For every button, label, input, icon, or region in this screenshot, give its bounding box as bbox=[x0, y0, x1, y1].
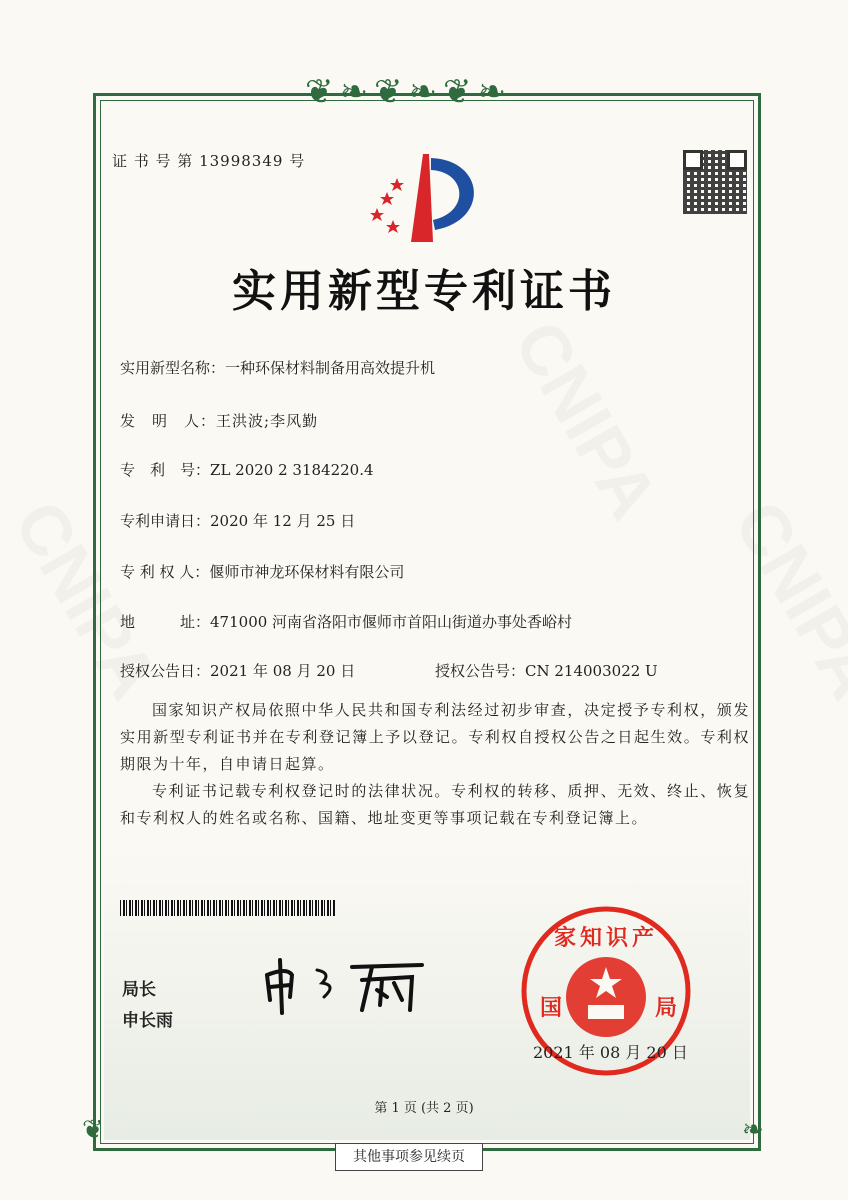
svg-text:局: 局 bbox=[655, 996, 678, 1021]
field-value: CN 214003022 U bbox=[525, 662, 658, 680]
field-value: 2021 年 08 月 20 日 bbox=[210, 662, 356, 680]
paragraph: 专利证书记载专利权登记时的法律状况。专利权的转移、质押、无效、终止、恢复和专利权人的姓名或名称、国籍、地址变更等事项记载在专利登记簿上。 bbox=[120, 782, 750, 827]
field-patent-number bbox=[120, 459, 374, 480]
field-label: 授权公告日： bbox=[120, 662, 211, 680]
director-title: 局长 bbox=[122, 980, 156, 1000]
ornament-corner: ❦ bbox=[82, 1115, 104, 1145]
seal-date: 2021 年 08 月 20 日 bbox=[533, 1043, 688, 1062]
paragraph: 国家知识产权局依照中华人民共和国专利法经过初步审查，决定授予专利权，颁发实用新型专利证书并在专利登记簿上予以登记。专利权自授权公告之日起生效。专利权期限为十年，自申请日起算。 bbox=[120, 701, 750, 773]
field-utility-name bbox=[120, 357, 435, 378]
logo-star bbox=[380, 192, 394, 205]
logo-red-spike bbox=[411, 154, 433, 242]
ornament-corner: ❧ bbox=[742, 1115, 764, 1145]
field-label: 实用新型名称： bbox=[120, 359, 226, 377]
field-label: 专利申请日： bbox=[120, 512, 211, 530]
field-label: 发 明 人： bbox=[120, 412, 217, 430]
qr-code bbox=[683, 150, 747, 214]
field-value: 王洪波;李风勤 bbox=[216, 412, 319, 430]
page-title: 实用新型专利证书 bbox=[232, 266, 616, 317]
field-label: 专 利 号： bbox=[120, 461, 211, 479]
barcode bbox=[120, 900, 335, 916]
field-application-date bbox=[120, 510, 355, 531]
field-value: 2020 年 12 月 25 日 bbox=[210, 512, 356, 530]
field-inventors bbox=[120, 410, 318, 431]
director-name: 申长雨 bbox=[122, 1011, 173, 1031]
field-announcement-number bbox=[435, 660, 658, 681]
field-value: ZL 2020 2 3184220.4 bbox=[210, 461, 374, 479]
field-label: 授权公告号： bbox=[435, 662, 526, 680]
certificate-number: 证 书 号 第 13998349 号 bbox=[112, 152, 306, 170]
logo-blue-p bbox=[431, 158, 474, 230]
field-address bbox=[120, 611, 572, 632]
signature bbox=[262, 955, 437, 1015]
continued-note: 其他事项参见续页 bbox=[335, 1143, 483, 1171]
field-label: 专 利 权 人： bbox=[120, 563, 210, 581]
logo-star bbox=[386, 220, 400, 233]
logo-star bbox=[390, 178, 404, 191]
field-label: 地 址： bbox=[120, 613, 211, 631]
field-value: 471000 河南省洛阳市偃师市首阳山街道办事处香峪村 bbox=[210, 613, 573, 631]
svg-text:国: 国 bbox=[540, 996, 563, 1021]
page-number: 第 1 页 (共 2 页) bbox=[374, 1101, 474, 1116]
field-value: 一种环保材料制备用高效提升机 bbox=[225, 359, 436, 377]
cnipa-logo bbox=[365, 150, 495, 250]
field-announcement-date bbox=[120, 660, 355, 681]
certificate-body bbox=[120, 697, 750, 832]
field-patentee bbox=[120, 561, 404, 582]
ornament-top: ❦❧❦❧❦❧ bbox=[305, 72, 512, 112]
svg-text:家知识产: 家知识产 bbox=[553, 926, 659, 951]
logo-star bbox=[370, 208, 384, 221]
field-value: 偃师市神龙环保材料有限公司 bbox=[209, 563, 405, 581]
